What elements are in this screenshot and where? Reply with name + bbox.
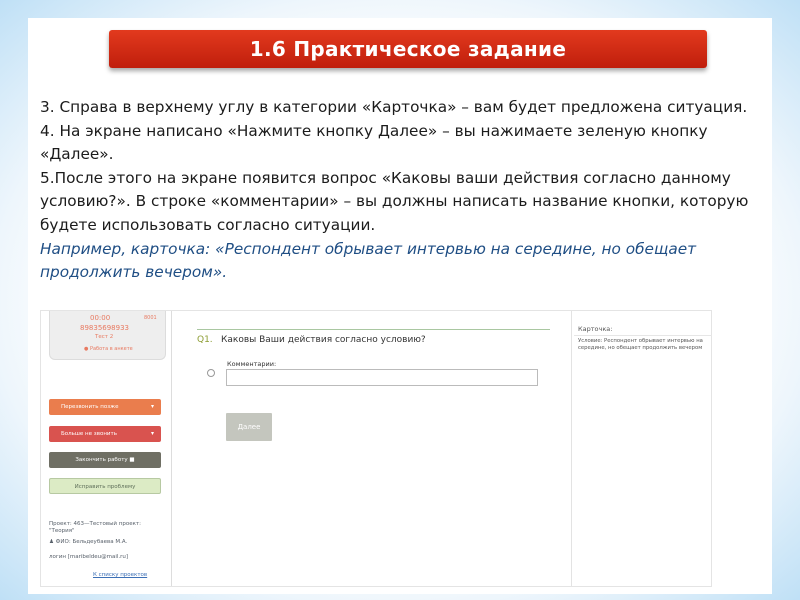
call-timer: 00:00 [90, 314, 111, 322]
call-later-button[interactable] [49, 399, 161, 415]
comment-input[interactable] [226, 369, 538, 386]
slide-title: 1.6 Практическое задание [109, 30, 707, 68]
no-call-label: Больше не звонить [61, 431, 117, 437]
chevron-down-icon: ▾ [150, 403, 154, 410]
next-button[interactable]: Далее [226, 413, 272, 441]
card-panel-divider [574, 335, 712, 336]
comment-label: Комментарии: [227, 360, 277, 368]
call-number: 8001 [144, 315, 157, 321]
instruction-step-3: 3. Справа в верхнему углу в категории «Карточка» – вам будет предложена ситуация. [40, 98, 748, 116]
phone-number: 89835698933 [80, 324, 129, 332]
embedded-screenshot [40, 310, 712, 587]
finish-work-button[interactable]: Закончить работу ■ [49, 452, 161, 468]
card-condition-text: Условие: Респондент обрывает интервью на середине, но обещает продолжить вечером [578, 338, 703, 351]
test-label: Тест 2 [95, 334, 114, 340]
project-info: Проект: 463—Тестовый проект: "Теория" [49, 521, 141, 534]
instruction-step-4: 4. На экране написано «Нажмите кнопку Далее» – вы нажимаете зеленую кнопку «Далее». [40, 121, 708, 164]
left-panel [41, 311, 172, 586]
example-text: Например, карточка: «Респондент обрывает интервью на середине, но обещает продолжить вечером». [40, 239, 697, 282]
back-to-projects-link[interactable]: К списку проектов [93, 572, 148, 578]
fix-problem-button[interactable]: Исправить проблему [49, 478, 161, 494]
question-number: Q1. [197, 335, 213, 345]
no-call-button[interactable] [49, 426, 161, 442]
card-panel-title: Карточка: [578, 325, 613, 333]
operator-name: ♟ ФИО: Бельдеубаева М.А. [49, 539, 128, 545]
comment-radio[interactable] [207, 369, 215, 377]
question-divider [197, 329, 550, 330]
instruction-step-5: 5.После этого на экране появится вопрос «Каковы ваши действия согласно данному условию?». В строке «комментарии» – вы должны написать название кнопки, которую будете использовать согласно ситуации. [40, 168, 749, 234]
chevron-down-icon: ▾ [150, 430, 154, 437]
work-status: ● Работа в анкете [84, 346, 133, 352]
call-card [49, 311, 166, 360]
card-panel [571, 311, 712, 586]
operator-login: логин [maribeldeu@mail.ru] [49, 554, 129, 560]
call-later-label: Перезвонить позже [61, 404, 119, 410]
question-text: Каковы Ваши действия согласно условию? [221, 335, 426, 345]
instruction-text [40, 96, 770, 285]
